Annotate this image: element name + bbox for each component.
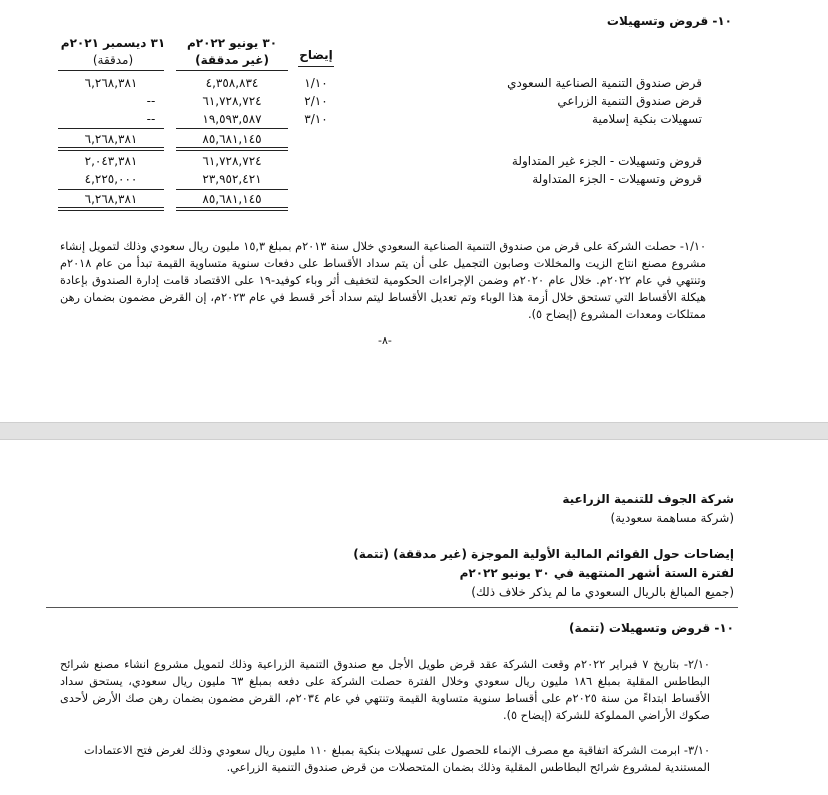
split-jun-2: ٢٣,٩٥٢,٤٢١ (202, 172, 262, 186)
split-total-rule-dec-a (58, 207, 164, 208)
row-label-sidf: قرض صندوق التنمية الصناعية السعودي (507, 76, 702, 90)
row-dec-3: -- (146, 112, 156, 126)
split-jun-1: ٦١,٧٢٨,٧٢٤ (202, 154, 262, 168)
report-title: إيضاحات حول القوائم المالية الأولية الموجزة (غير مدققة) (تتمة) (353, 547, 734, 561)
total-rule-dec-a (58, 147, 164, 148)
company-type: (شركة مساهمة سعودية) (610, 511, 734, 525)
page-number: -٨- (378, 334, 392, 347)
split-dec-2: ٤,٢٢٥,٠٠٠ (84, 172, 138, 186)
header-divider (46, 607, 738, 608)
split-rule-jun (176, 189, 288, 190)
col-jun-header: ٣٠ يونيو ٢٠٢٢م (186, 36, 278, 50)
note-2-paragraph: ٢/١٠- بتاريخ ٧ فبراير ٢٠٢٢م وقعت الشركة عقد قرض طويل الأجل مع صندوق التنمية الزراعية وذلك لتمويل مشروع انشاء مصنع شرائح البطاطس المقلية بمبلغ ١٨٦ مليون ريال سعودي وخلال الفترة حصلت الشركة على دفعه بمبلغ ٦٣ مليون ريال سعودي، يستحق سداد الأقساط ابتداءً من سنة ٢٠٢٥م على أقساط سنوية متساوية القيمة وتنتهي في عام ٢٠٣٤م، القرض مضمون بضمان رهن صك الأرض لأحدى صكوك الأراضي المملوكة للشركة (إيضاح ٥). (60, 658, 711, 722)
report-period: لفترة الستة أشهر المنتهية في ٣٠ يونيو ٢٠٢٢م (459, 566, 734, 580)
split-label-noncurrent: قروض وتسهيلات - الجزء غير المتداولة (511, 154, 702, 168)
col-note-header: إيضاح (299, 48, 333, 62)
split-rule-dec (58, 189, 164, 190)
currency-note: (جميع المبالغ بالريال السعودي ما لم يذكر خلاف ذلك) (471, 585, 734, 599)
col-dec-header: ٣١ ديسمبر ٢٠٢١م (60, 36, 166, 50)
header-rule-jun (176, 70, 288, 71)
subtotal-rule-dec (58, 128, 164, 129)
row-dec-1: ٦,٢٦٨,٣٨١ (84, 76, 138, 90)
section-title-continued: ١٠- قروض وتسهيلات (تتمة) (569, 621, 734, 635)
total-rule-dec-b (58, 150, 164, 151)
row-jun-2: ٦١,٧٢٨,٧٢٤ (202, 94, 262, 108)
row-note-2: ٢/١٠ (304, 94, 328, 108)
header-rule-note (298, 66, 334, 67)
split-total-rule-jun-b (176, 210, 288, 211)
note-1-paragraph: ١/١٠- حصلت الشركة على قرض من صندوق التنمية الصناعية السعودي خلال سنة ٢٠١٣م بمبلغ ١٥,٣ مليون ريال سعودي وذلك لتمويل إنشاء مشروع مصنع انتاج الزيت والمخللات وصابون التجميل على أن يتم سداد الأقساط على دفعات سنوية متساوية القيمة تبدأ من عام ٢٠١٨م وتنتهي في عام ٢٠٢٢م. خلال عام ٢٠٢٠م وضمن الإجراءات الحكومية لتخفيف أثر وباء كوفيد-١٩ على الاقتصاد قامت إدارة الصندوق بإعادة هيكلة الأقساط التي تستحق خلال أزمة هذا الوباء وتم تعديل الأقساط ليتم سداد أخر قسط في عام ٢٠٢٣م، إن القرض مضمون بضمان رهن ممتلكات ومعدات المشروع (إيضاح ٥). (60, 240, 707, 321)
split-total-dec: ٦,٢٦٨,٣٨١ (84, 192, 138, 206)
total-rule-jun-b (176, 150, 288, 151)
total-jun: ٨٥,٦٨١,١٤٥ (202, 132, 262, 146)
row-dec-2: -- (146, 94, 156, 108)
col-jun-sub: (غير مدققة) (195, 53, 269, 67)
company-name: شركة الجوف للتنمية الزراعية (562, 492, 734, 506)
total-dec: ٦,٢٦٨,٣٨١ (84, 132, 138, 146)
subtotal-rule-jun (176, 128, 288, 129)
page-separator (0, 422, 828, 440)
row-jun-1: ٤,٣٥٨,٨٣٤ (205, 76, 259, 90)
row-note-3: ٣/١٠ (304, 112, 328, 126)
col-dec-sub: (مدققة) (92, 53, 134, 67)
row-note-1: ١/١٠ (304, 76, 328, 90)
header-rule-dec (58, 70, 164, 71)
split-total-jun: ٨٥,٦٨١,١٤٥ (202, 192, 262, 206)
split-total-rule-dec-b (58, 210, 164, 211)
note-3-paragraph: ٣/١٠- ابرمت الشركة اتفاقية مع مصرف الإنماء للحصول على تسهيلات بنكية بمبلغ ١١٠ مليون ريال سعودي وذلك لغرض فتح الاعتمادات المستندية لمشروع شرائح البطاطس المقلية وذلك بضمان المتحصلات من قرض صندوق التنمية الزراعي. (84, 744, 711, 774)
row-jun-3: ١٩,٥٩٣,٥٨٧ (202, 112, 262, 126)
split-total-rule-jun-a (176, 207, 288, 208)
row-label-islamic: تسهيلات بنكية إسلامية (592, 112, 702, 126)
row-label-adf: قرض صندوق التنمية الزراعي (557, 94, 702, 108)
total-rule-jun-a (176, 147, 288, 148)
split-dec-1: ٢,٠٤٣,٣٨١ (84, 154, 138, 168)
split-label-current: قروض وتسهيلات - الجزء المتداولة (532, 172, 702, 186)
section-title: ١٠- قروض وتسهيلات (606, 14, 732, 28)
